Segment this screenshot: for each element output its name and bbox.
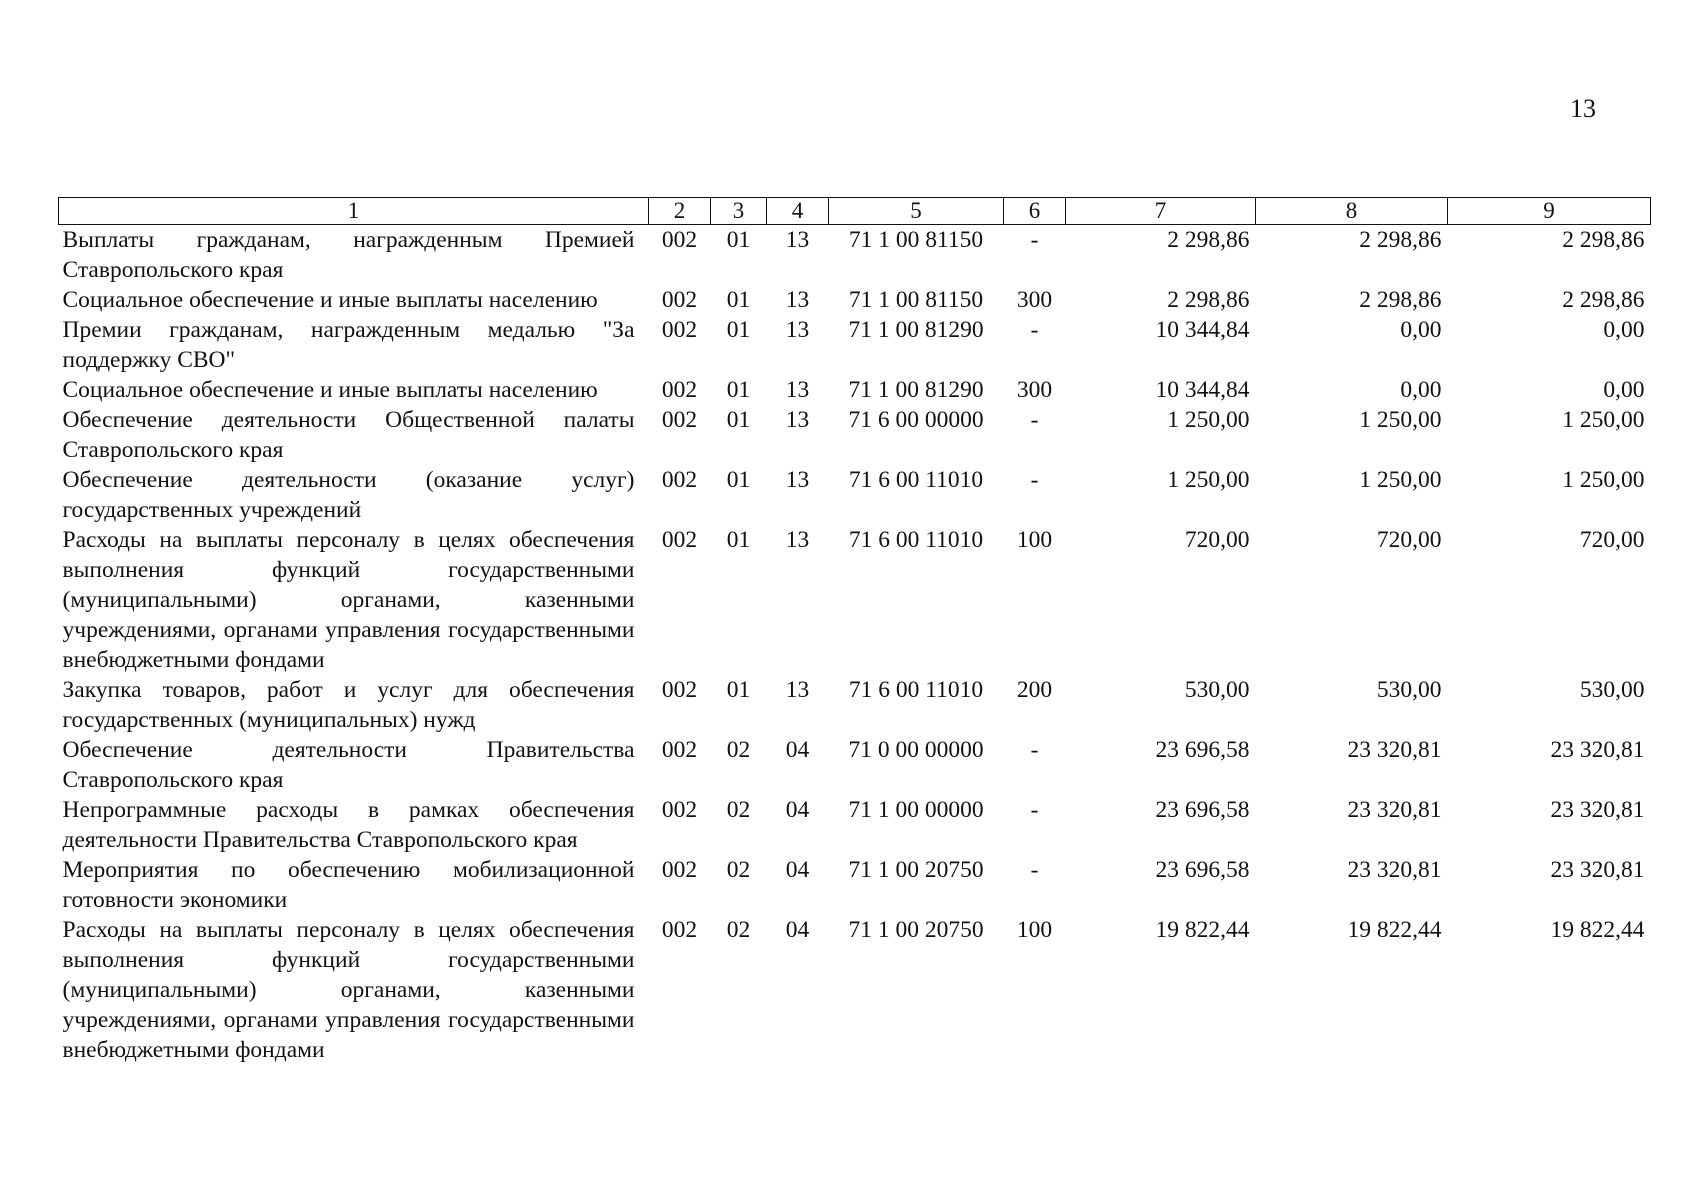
row-amount-9: 23 320,81 — [1550, 797, 1645, 823]
row-ministry-code: 002 — [661, 377, 698, 403]
row-amount-7: 2 298,86 — [1167, 227, 1250, 253]
header-cell-2: 2 — [649, 198, 711, 225]
row-amount-9: 23 320,81 — [1550, 737, 1645, 763]
row-expense-type: 300 — [1016, 377, 1053, 403]
header-cell-6: 6 — [1004, 198, 1066, 225]
row-expense-type: - — [1030, 467, 1039, 493]
row-target-code: 71 0 00 00000 — [848, 737, 984, 763]
row-target-code: 71 6 00 11010 — [848, 677, 984, 703]
row-target-code: 71 1 00 00000 — [848, 797, 984, 823]
header-cell-9: 9 — [1448, 198, 1651, 225]
row-expense-type: - — [1030, 407, 1039, 433]
row-subsection-code: 13 — [785, 317, 810, 343]
row-section-code: 02 — [726, 737, 751, 763]
row-expense-type: 100 — [1016, 527, 1053, 553]
header-cell-5: 5 — [829, 198, 1004, 225]
table-row — [59, 795, 1651, 855]
row-amount-9: 530,00 — [1579, 677, 1645, 703]
page-number: 13 — [1570, 94, 1596, 123]
row-amount-8: 19 822,44 — [1347, 917, 1442, 943]
row-expense-type: - — [1030, 227, 1039, 253]
row-subsection-code: 13 — [785, 377, 810, 403]
row-target-code: 71 1 00 81290 — [848, 377, 984, 403]
row-amount-9: 1 250,00 — [1562, 467, 1645, 493]
row-amount-8: 1 250,00 — [1359, 407, 1442, 433]
row-amount-8: 720,00 — [1376, 527, 1442, 553]
row-amount-7: 1 250,00 — [1167, 467, 1250, 493]
row-ministry-code: 002 — [661, 527, 698, 553]
row-section-code: 01 — [726, 377, 751, 403]
row-subsection-code: 13 — [785, 227, 810, 253]
row-name: Закупка товаров, работ и услуг для обеспечения государственных (муниципальных) нужд — [62, 677, 635, 733]
row-amount-9: 0,00 — [1603, 317, 1645, 343]
row-amount-9: 2 298,86 — [1562, 287, 1645, 313]
row-target-code: 71 1 00 81150 — [848, 287, 984, 313]
row-name: Премии гражданам, награжденным медалью "За поддержку СВО" — [62, 317, 635, 373]
row-subsection-code: 04 — [785, 737, 810, 763]
row-section-code: 01 — [726, 407, 751, 433]
row-ministry-code: 002 — [661, 917, 698, 943]
row-expense-type: - — [1030, 857, 1039, 883]
row-amount-7: 530,00 — [1184, 677, 1250, 703]
row-target-code: 71 1 00 81150 — [848, 227, 984, 253]
row-section-code: 01 — [726, 527, 751, 553]
row-amount-8: 23 320,81 — [1347, 857, 1442, 883]
header-cell-8: 8 — [1256, 198, 1448, 225]
row-ministry-code: 002 — [661, 407, 698, 433]
row-section-code: 01 — [726, 677, 751, 703]
row-name: Обеспечение деятельности Правительства Ставропольского края — [62, 737, 635, 793]
budget-table — [58, 197, 1651, 1065]
row-expense-type: - — [1030, 797, 1039, 823]
row-name: Обеспечение деятельности (оказание услуг) государственных учреждений — [62, 467, 635, 523]
row-amount-7: 23 696,58 — [1155, 737, 1250, 763]
row-amount-9: 0,00 — [1603, 377, 1645, 403]
row-target-code: 71 6 00 00000 — [848, 407, 984, 433]
row-amount-7: 19 822,44 — [1155, 917, 1250, 943]
row-subsection-code: 13 — [785, 467, 810, 493]
table-row — [59, 855, 1651, 915]
table-row — [59, 405, 1651, 465]
header-cell-1: 1 — [59, 198, 649, 225]
row-name: Обеспечение деятельности Общественной палаты Ставропольского края — [62, 407, 635, 463]
header-cell-3: 3 — [711, 198, 767, 225]
row-amount-7: 1 250,00 — [1167, 407, 1250, 433]
row-section-code: 01 — [726, 467, 751, 493]
row-subsection-code: 04 — [785, 797, 810, 823]
row-ministry-code: 002 — [661, 287, 698, 313]
row-target-code: 71 6 00 11010 — [848, 467, 984, 493]
table-row — [59, 675, 1651, 735]
row-amount-8: 1 250,00 — [1359, 467, 1442, 493]
row-target-code: 71 1 00 81290 — [848, 317, 984, 343]
table-row — [59, 525, 1651, 675]
row-name: Социальное обеспечение и иные выплаты населению — [62, 287, 598, 313]
row-target-code: 71 6 00 11010 — [848, 527, 984, 553]
table-row — [59, 225, 1651, 286]
table-row — [59, 465, 1651, 525]
row-section-code: 02 — [726, 917, 751, 943]
row-ministry-code: 002 — [661, 797, 698, 823]
row-amount-7: 2 298,86 — [1167, 287, 1250, 313]
row-amount-7: 720,00 — [1184, 527, 1250, 553]
row-name: Выплаты гражданам, награжденным Премией Ставропольского края — [62, 227, 635, 283]
row-amount-8: 2 298,86 — [1359, 287, 1442, 313]
row-expense-type: - — [1030, 737, 1039, 763]
row-subsection-code: 04 — [785, 917, 810, 943]
row-target-code: 71 1 00 20750 — [848, 857, 984, 883]
header-row — [59, 198, 1651, 225]
row-amount-8: 23 320,81 — [1347, 737, 1442, 763]
header-cell-4: 4 — [767, 198, 829, 225]
row-expense-type: - — [1030, 317, 1039, 343]
row-amount-8: 23 320,81 — [1347, 797, 1442, 823]
row-ministry-code: 002 — [661, 737, 698, 763]
row-amount-9: 720,00 — [1579, 527, 1645, 553]
row-subsection-code: 13 — [785, 287, 810, 313]
row-expense-type: 100 — [1016, 917, 1053, 943]
row-amount-8: 0,00 — [1400, 377, 1442, 403]
row-amount-8: 530,00 — [1376, 677, 1442, 703]
row-ministry-code: 002 — [661, 467, 698, 493]
row-amount-7: 23 696,58 — [1155, 857, 1250, 883]
row-name: Расходы на выплаты персоналу в целях обеспечения выполнения функций государственными (муниципальными) органами, казенными учреждениями, органами управления государственными внебюджетными фондами — [62, 917, 635, 1063]
row-ministry-code: 002 — [661, 677, 698, 703]
row-amount-7: 10 344,84 — [1155, 317, 1250, 343]
row-amount-9: 23 320,81 — [1550, 857, 1645, 883]
row-section-code: 02 — [726, 857, 751, 883]
row-ministry-code: 002 — [661, 227, 698, 253]
table-row — [59, 285, 1651, 315]
row-ministry-code: 002 — [661, 857, 698, 883]
row-name: Непрограммные расходы в рамках обеспечения деятельности Правительства Ставропольского края — [62, 797, 635, 853]
row-amount-8: 2 298,86 — [1359, 227, 1442, 253]
header-cell-7: 7 — [1066, 198, 1256, 225]
row-subsection-code: 13 — [785, 407, 810, 433]
row-expense-type: 200 — [1016, 677, 1053, 703]
row-expense-type: 300 — [1016, 287, 1053, 313]
row-name: Мероприятия по обеспечению мобилизационной готовности экономики — [62, 857, 635, 913]
row-amount-8: 0,00 — [1400, 317, 1442, 343]
row-section-code: 01 — [726, 227, 751, 253]
row-target-code: 71 1 00 20750 — [848, 917, 984, 943]
table-row — [59, 915, 1651, 1065]
row-ministry-code: 002 — [661, 317, 698, 343]
row-section-code: 02 — [726, 797, 751, 823]
row-subsection-code: 13 — [785, 677, 810, 703]
row-amount-9: 1 250,00 — [1562, 407, 1645, 433]
table-row — [59, 735, 1651, 795]
row-amount-7: 10 344,84 — [1155, 377, 1250, 403]
row-name: Расходы на выплаты персоналу в целях обеспечения выполнения функций государственными (муниципальными) органами, казенными учреждениями, органами управления государственными внебюджетными фондами — [62, 527, 635, 673]
row-amount-9: 19 822,44 — [1550, 917, 1645, 943]
table-row — [59, 315, 1651, 375]
table-row — [59, 375, 1651, 405]
row-amount-7: 23 696,58 — [1155, 797, 1250, 823]
row-subsection-code: 04 — [785, 857, 810, 883]
row-amount-9: 2 298,86 — [1562, 227, 1645, 253]
row-section-code: 01 — [726, 317, 751, 343]
row-section-code: 01 — [726, 287, 751, 313]
row-subsection-code: 13 — [785, 527, 810, 553]
row-name: Социальное обеспечение и иные выплаты населению — [62, 377, 598, 403]
